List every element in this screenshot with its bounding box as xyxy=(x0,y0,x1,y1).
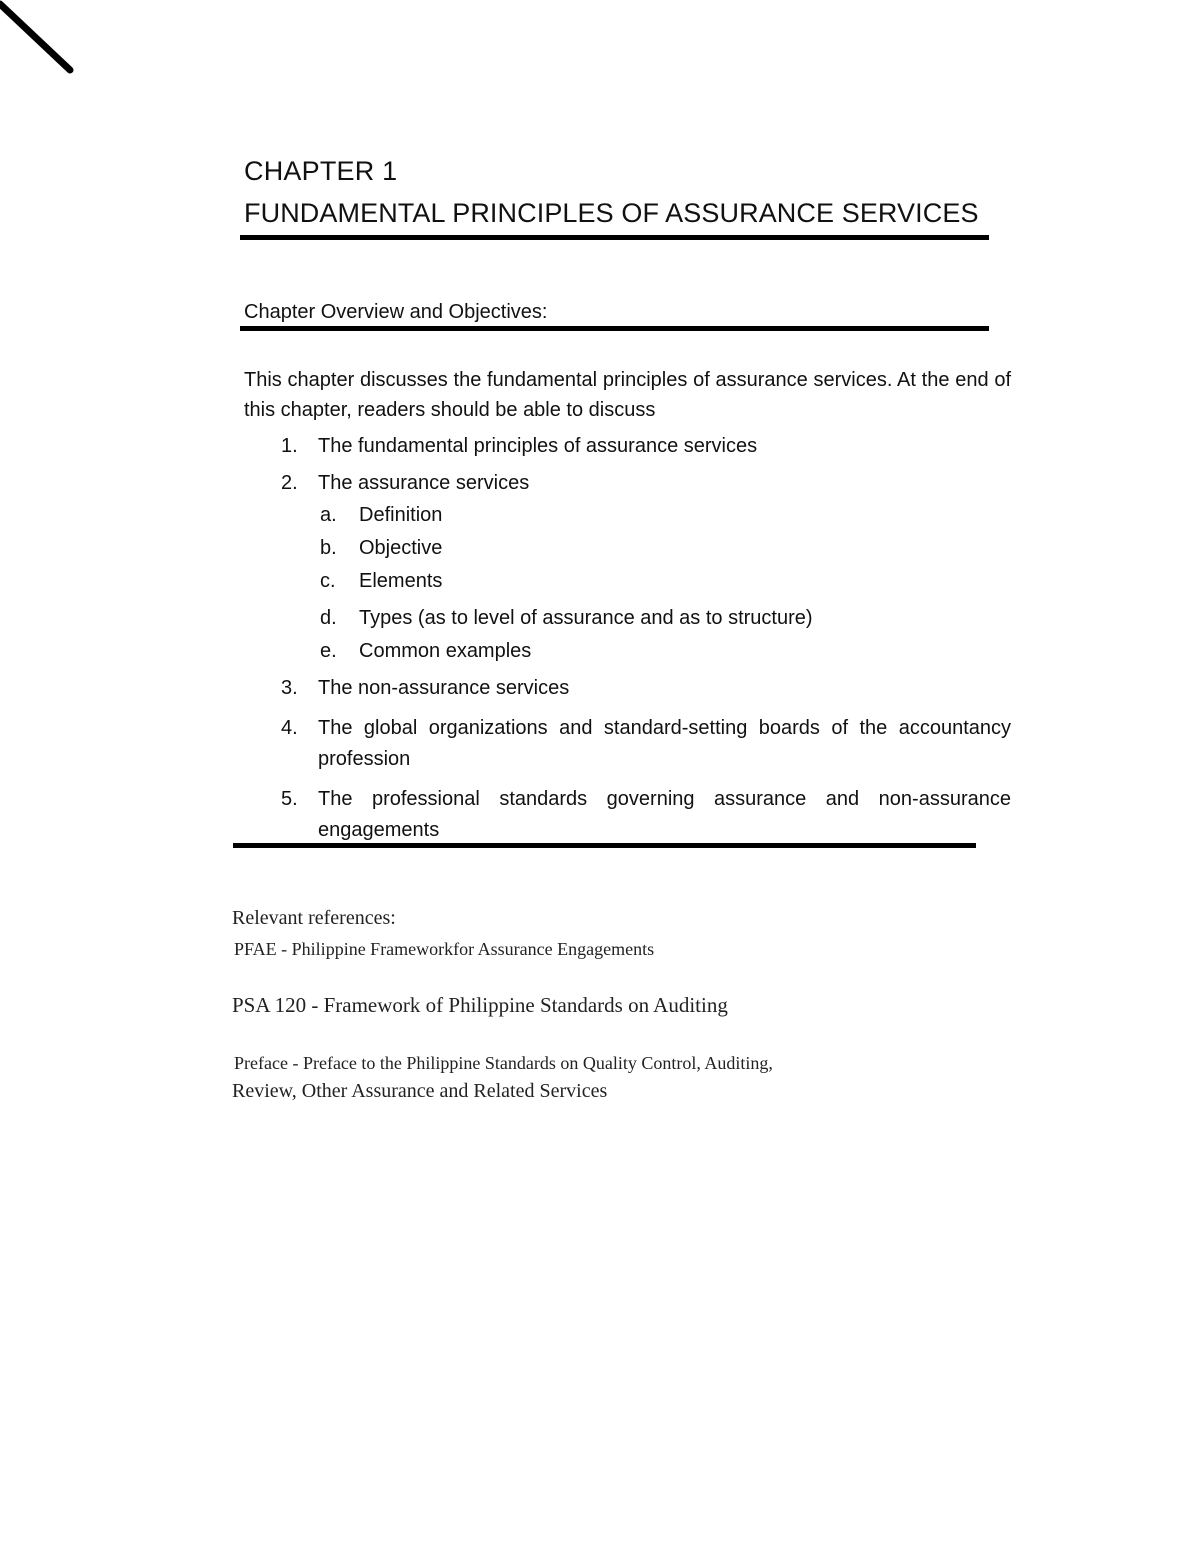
objective-subitem xyxy=(320,603,1010,634)
references-heading: Relevant references: xyxy=(232,907,396,929)
objective-letter: b. xyxy=(320,537,337,559)
objective-item xyxy=(281,468,1011,499)
objective-text: The professional standards governing assurance and non-assurance engagements xyxy=(318,788,1011,841)
objective-number: 3. xyxy=(281,677,298,699)
corner-slash-mark xyxy=(0,0,90,90)
objective-text: Definition xyxy=(359,504,443,526)
chapter-number: CHAPTER 1 xyxy=(244,156,398,186)
objective-subitem xyxy=(320,566,1010,597)
objective-item xyxy=(281,713,1011,775)
objective-letter: e. xyxy=(320,640,337,662)
objective-letter: d. xyxy=(320,607,337,629)
reference-pfae: PFAE - Philippine Frameworkfor Assurance Engagements xyxy=(234,939,655,959)
objective-subitem xyxy=(320,636,1010,667)
objective-item xyxy=(281,673,1011,704)
objective-text: The assurance services xyxy=(318,472,530,494)
objective-number: 1. xyxy=(281,435,298,457)
objective-text: Objective xyxy=(359,537,443,559)
objective-number: 2. xyxy=(281,472,298,494)
objective-number: 4. xyxy=(281,717,298,739)
objective-text: Common examples xyxy=(359,640,532,662)
heading-divider xyxy=(240,326,989,331)
objectives-divider xyxy=(233,843,976,848)
objective-text: Elements xyxy=(359,570,443,592)
objective-letter: a. xyxy=(320,504,337,526)
objective-text: The global organizations and standard-setting boards of the accountancy profession xyxy=(318,717,1011,770)
overview-heading: Chapter Overview and Objectives: xyxy=(244,301,548,323)
objective-subitem xyxy=(320,533,1010,564)
title-divider xyxy=(240,235,989,240)
objective-text: The non-assurance services xyxy=(318,677,570,699)
objective-item xyxy=(281,784,1011,846)
reference-psa-120: PSA 120 - Framework of Philippine Standards on Auditing xyxy=(232,993,728,1017)
chapter-title: FUNDAMENTAL PRINCIPLES OF ASSURANCE SERVICES xyxy=(244,198,979,228)
objective-text: Types (as to level of assurance and as to structure) xyxy=(359,607,813,629)
overview-intro: This chapter discusses the fundamental principles of assurance services. At the end of this chapter, readers should be able to discuss xyxy=(244,369,1011,421)
objective-item xyxy=(281,431,1011,462)
reference-preface-line-1: Preface - Preface to the Philippine Standards on Quality Control, Auditing, xyxy=(234,1053,773,1073)
reference-preface-line-2: Review, Other Assurance and Related Services xyxy=(232,1080,608,1102)
objective-letter: c. xyxy=(320,570,336,592)
objective-number: 5. xyxy=(281,788,298,810)
objective-subitem xyxy=(320,500,1010,531)
objective-text: The fundamental principles of assurance services xyxy=(318,435,758,457)
